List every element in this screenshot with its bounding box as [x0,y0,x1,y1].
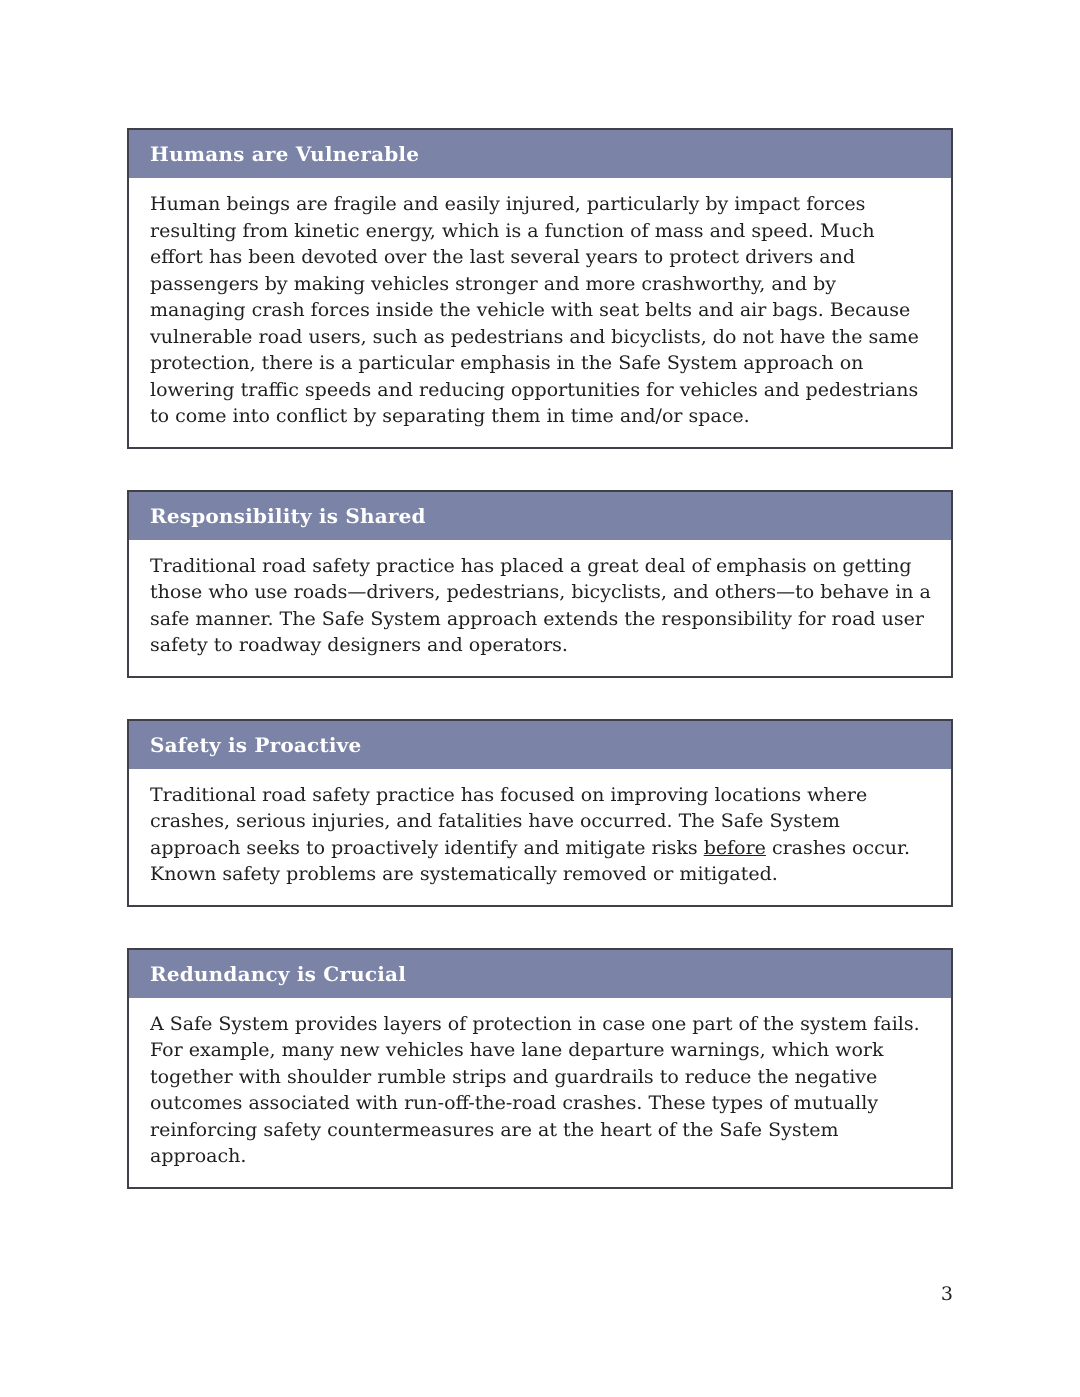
callout-title: Responsibility is Shared [129,492,951,540]
callout-humans-are-vulnerable [127,128,953,449]
body-segment-pre: Traditional road safety practice has focused on improving locations where crashes, serious injuries, and fatalities have occurred. The Safe System approach seeks to proactively identify and mitigate risks [150,783,868,859]
content-column [127,128,953,1230]
callout-body-text [129,769,951,905]
callout-body-text: Traditional road safety practice has placed a great deal of emphasis on getting those who use roads—drivers, pedestrians, bicyclists, and others—to behave in a safe manner. The Safe System approach extends the responsibility for road user safety to roadway designers and operators. [150,554,931,656]
callout-body-text: Human beings are fragile and easily injured, particularly by impact forces resulting from kinetic energy, which is a function of mass and speed. Much effort has been devoted over the last several years to protect drivers and passengers by making vehicles stronger and more crashworthy, and by managing crash forces inside the vehicle with seat belts and air bags. Because vulnerable road users, such as pedestrians and bicyclists, do not have the same protection, there is a particular emphasis in the Safe System approach on lowering traffic speeds and reducing opportunities for vehicles and pedestrians to come into conflict by separating them in time and/or space. [150,193,919,427]
callout-title: Humans are Vulnerable [129,130,951,178]
callout-title: Redundancy is Crucial [129,950,951,998]
callout-body-text: A Safe System provides layers of protection in case one part of the system fails. For example, many new vehicles have lane departure warnings, which work together with shoulder rumble strips and guardrails to reduce the negative outcomes associated with run-off-the-road crashes. These types of mutually reinforcing safety countermeasures are at the heart of the Safe System approach. [150,1012,920,1167]
callout-responsibility-is-shared [127,490,953,678]
callout-redundancy-is-crucial [127,948,953,1189]
callout-title: Safety is Proactive [129,721,951,769]
page-number: 3 [940,1283,953,1305]
underlined-word: before [703,836,766,859]
callout-safety-is-proactive [127,719,953,907]
body-segment-post: crashes occur. Known safety problems are systematically removed or mitigated. [150,836,911,885]
